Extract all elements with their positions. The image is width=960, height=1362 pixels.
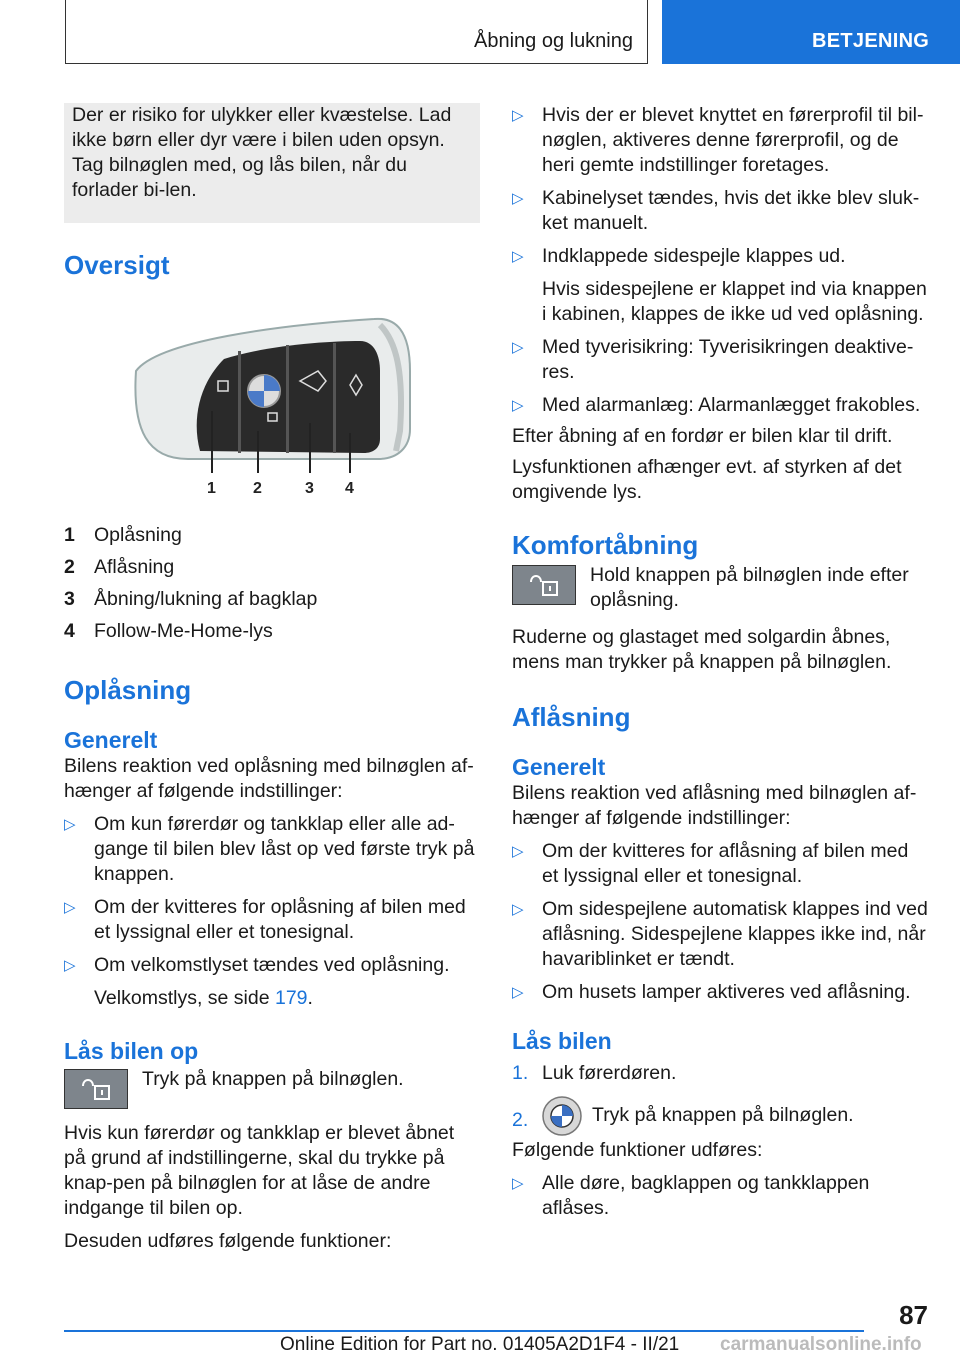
left-column	[64, 103, 480, 1254]
spejl-note: Hvis sidespejlene er klappet ind via knappen i kabinen, klappes de ikke ud ved oplåsning.	[542, 278, 927, 325]
watermark: carmanualsonline.info	[720, 1334, 922, 1355]
key-label-3: 3	[305, 480, 314, 497]
heading-las-bilen: Lås bilen	[512, 1028, 612, 1054]
list-item: ▷ Med tyverisikring: Tyverisikringen deaktive-res.	[512, 336, 914, 383]
warning-box	[64, 103, 480, 223]
legend-list	[64, 523, 480, 644]
list-item: ▷ Om der kvitteres for oplåsning af bilen med et lyssignal eller et tonesignal.	[64, 896, 466, 943]
paragraph: Desuden udføres følgende funktioner:	[64, 1230, 392, 1252]
page-number: 87	[899, 1300, 928, 1330]
list-item: ▷ Om husets lamper aktiveres ved aflåsning.	[512, 981, 911, 1003]
generelt-intro: Bilens reaktion ved oplåsning med bilnøglen af-hænger af følgende indstillinger:	[64, 755, 474, 802]
step-item: 1. Luk førerdøren.	[512, 1062, 677, 1084]
list-item: ▷ Alle døre, bagklappen og tankklappen aflåses.	[512, 1172, 870, 1219]
paragraph: Ruderne og glastaget med solgardin åbnes, mens man trykker på knappen på bilnøglen.	[512, 626, 892, 673]
paragraph: Hvis kun førerdør og tankklap er blevet åbnet på grund af indstillingerne, skal du trykke på knap-pen på bilnøglen for at låse de andre indgange til bilen op.	[64, 1122, 455, 1219]
footer-divider	[64, 1330, 864, 1332]
step-item: 2. Tryk på knappen på bilnøglen.	[512, 1096, 928, 1136]
list-item: ▷ Med alarmanlæg: Alarmanlægget frakobles.	[512, 394, 921, 416]
heading-komfortabning: Komfortåbning	[512, 530, 699, 560]
bmw-logo-icon	[542, 1096, 582, 1136]
legend-item: 3 Åbning/lukning af bagklap	[64, 588, 318, 610]
heading-aflasning: Aflåsning	[512, 702, 631, 732]
legend-item: 4 Follow-Me-Home-lys	[64, 620, 273, 642]
list-item: ▷ Om kun førerdør og tankklap eller alle ad-gange til bilen blev låst op ved første tryk på knappen.	[64, 813, 475, 885]
unlock-button-icon	[512, 565, 576, 605]
list-item: ▷ Indklappede sidespejle klappes ud.	[512, 245, 846, 267]
legend-item: 1 Oplåsning	[64, 524, 182, 546]
list-item: ▷ Hvis der er blevet knyttet en førerprofil til bil-nøglen, aktiveres denne førerprofil, og de heri gemte indstillinger foretages.	[512, 104, 924, 176]
unlock-button-icon	[64, 1069, 128, 1109]
list-item: ▷ Om sidespejlene automatisk klappes ind ved aflåsning. Sidespejlene klappes ikke ind, når havariblinket er tændt.	[512, 898, 928, 970]
chapter-tab[interactable]: BETJENING	[662, 0, 960, 64]
legend-item: 2 Aflåsning	[64, 556, 175, 578]
key-label-1: 1	[207, 480, 216, 497]
key-fob-image	[128, 311, 428, 501]
key-label-2: 2	[253, 480, 262, 497]
komfort-instruction: Hold knappen på bilnøglen inde efter oplåsning.	[512, 563, 928, 613]
key-fob-illustration	[128, 311, 428, 501]
heading-oversigt: Oversigt	[64, 250, 170, 280]
list-item: ▷ Om der kvitteres for aflåsning af bilen med et lyssignal eller et tonesignal.	[512, 840, 909, 887]
heading-generelt: Generelt	[512, 754, 606, 780]
unlock-instruction: Tryk på knappen på bilnøglen.	[64, 1067, 480, 1111]
paragraph: Lysfunktionen afhænger evt. af styrken af det omgivende lys.	[512, 456, 902, 503]
section-title: Åbning og lukning	[473, 30, 633, 52]
page-header	[0, 0, 960, 66]
warning-text: Der er risiko for ulykker eller kvæstelse. Lad ikke børn eller dyr være i bilen uden opsyn. Tag bilnøglen med, og lås bilen, når du forlader bi-len.	[72, 104, 452, 201]
paragraph: Følgende funktioner udføres:	[512, 1139, 763, 1161]
heading-las-op: Lås bilen op	[64, 1038, 199, 1064]
heading-oplasning: Oplåsning	[64, 675, 192, 705]
header-frame	[65, 0, 648, 64]
page-link[interactable]: 179	[274, 987, 308, 1009]
list-item: ▷ Om velkomstlyset tændes ved oplåsning.	[64, 954, 450, 976]
velkomst-ref: Velkomstlys, se side 179.	[94, 987, 313, 1009]
paragraph: Efter åbning af en fordør er bilen klar til drift.	[512, 425, 893, 447]
list-item: ▷ Kabinelyset tændes, hvis det ikke blev sluk-ket manuelt.	[512, 187, 920, 234]
footer-edition: Online Edition for Part no. 01405A2D1F4 - II/21	[280, 1334, 680, 1355]
generelt-intro: Bilens reaktion ved aflåsning med bilnøglen af-hænger af følgende indstillinger:	[512, 782, 917, 829]
right-column	[512, 103, 928, 1221]
key-label-4: 4	[345, 480, 354, 497]
heading-generelt: Generelt	[64, 727, 158, 753]
